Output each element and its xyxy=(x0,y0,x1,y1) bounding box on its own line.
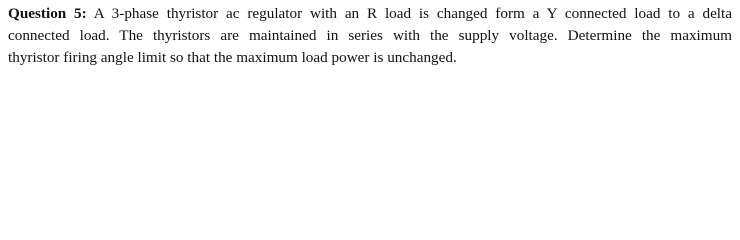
question-text xyxy=(8,3,732,69)
question-line-1 xyxy=(8,3,732,25)
question-line-3: thyristor firing angle limit so that the maximum load power is unchanged. xyxy=(8,49,457,66)
question-block xyxy=(8,3,732,69)
question-line-2: connected load. The thyristors are maintained in series with the supply voltage. Determine the maximum xyxy=(8,27,732,44)
question-text-line-1: A 3-phase thyristor ac regulator with an R load is changed form a Y connected load to a delta xyxy=(86,5,732,22)
question-label: Question 5: xyxy=(8,5,87,22)
